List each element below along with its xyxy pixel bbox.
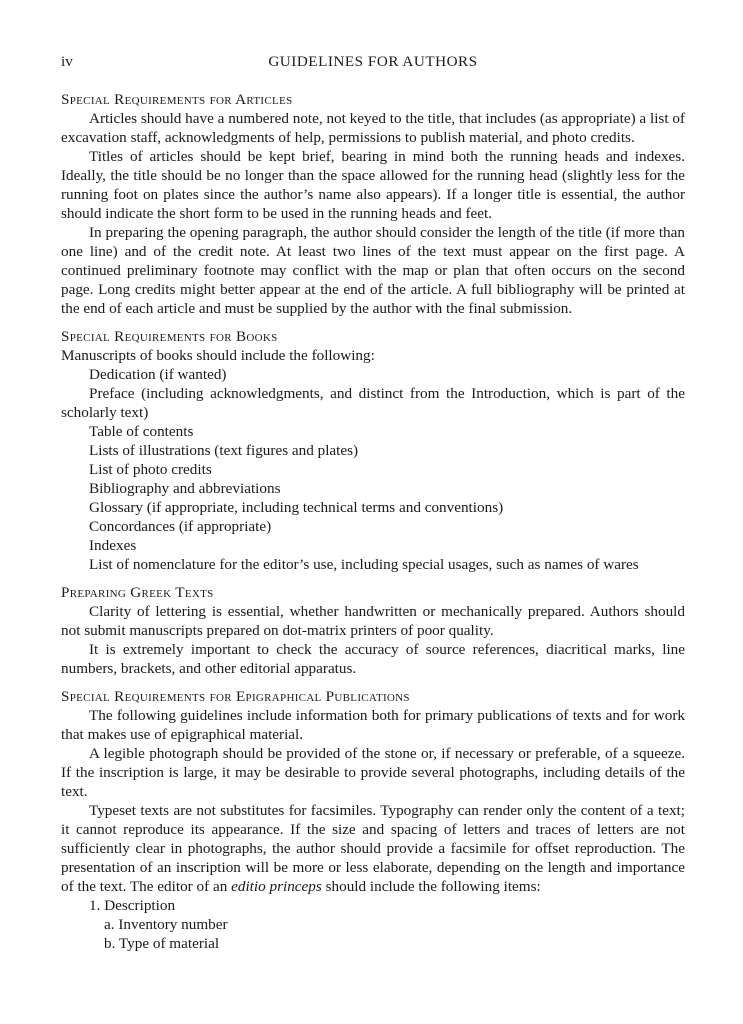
running-head-title: GUIDELINES FOR AUTHORS	[268, 53, 478, 70]
articles-paragraph: In preparing the opening paragraph, the author should consider the length of the title (if more than one line) and of the credit note. At least two lines of the text must appear on the first page. A continued preliminary footnote may conflict with the map or plan that often occurs on the second page. Long credits might better appear at the end of the article. A full bibliography will be printed at the end of each article and must be supplied by the author with the final submission.	[61, 224, 685, 317]
greek-paragraph: It is extremely important to check the accuracy of source references, diacritical marks, line numbers, brackets, and other editorial apparatus.	[61, 641, 685, 677]
epigraphical-text: should include the following items:	[321, 878, 541, 895]
editio-princeps-term: editio princeps	[231, 878, 322, 895]
books-list-item: Glossary (if appropriate, including technical terms and conventions)	[89, 499, 504, 516]
articles-paragraph: Titles of articles should be kept brief, bearing in mind both the running heads and indexes. Ideally, the title should be no longer than the space allowed for the running head (slightly less for the running foot on plates since the author’s name also appears). If a longer title is essential, the author should indicate the short form to be used in the running heads and feet.	[61, 148, 685, 222]
section-articles	[61, 90, 685, 318]
books-list-item: List of photo credits	[89, 461, 212, 478]
section-title-epigraphical: Special Requirements for Epigraphical Publications	[61, 688, 410, 705]
section-epigraphical	[61, 687, 685, 953]
books-list-item: Lists of illustrations (text figures and plates)	[89, 442, 359, 459]
epigraphical-paragraph: The following guidelines include information both for primary publications of texts and for work that makes use of epigraphical material.	[61, 707, 685, 743]
epigraphical-sub-item: b. Type of material	[104, 935, 220, 952]
section-books	[61, 327, 685, 574]
articles-paragraph: Articles should have a numbered note, not keyed to the title, that includes (as appropriate) a list of excavation staff, acknowledgments of help, permissions to publish material, and photo credits.	[61, 110, 685, 146]
document-page	[61, 52, 685, 962]
section-title-greek: Preparing Greek Texts	[61, 584, 214, 601]
epigraphical-text: Typeset texts are not substitutes for facsimiles. Typography can render only the content of a text; it cannot reproduce its appearance. If the size and spacing of letters and traces of letters are not sufficiently clear in photographs, the author should provide a facsimile for offset reproduction. The presentation of an inscription will be more or less elaborate, depending on the length and importance of the text. The editor of an	[61, 802, 685, 895]
epigraphical-paragraph	[61, 801, 685, 896]
epigraphical-paragraph: A legible photograph should be provided of the stone or, if necessary or preferable, of a squeeze. If the inscription is large, it may be desirable to provide several photographs, including details of the text.	[61, 745, 685, 800]
books-intro: Manuscripts of books should include the following:	[61, 347, 375, 364]
epigraphical-list-item: 1. Description	[89, 897, 176, 914]
section-title-articles: Special Requirements for Articles	[61, 91, 293, 108]
books-list-item: Table of contents	[89, 423, 194, 440]
page-number: iv	[61, 53, 73, 70]
section-greek	[61, 583, 685, 678]
epigraphical-sub-item: a. Inventory number	[104, 916, 228, 933]
books-list-item: Bibliography and abbreviations	[89, 480, 281, 497]
section-title-books: Special Requirements for Books	[61, 328, 278, 345]
books-list-item: Preface (including acknowledgments, and distinct from the Introduction, which is part of the scholarly text)	[61, 385, 685, 421]
books-list-item: Dedication (if wanted)	[89, 366, 227, 383]
books-list-item: List of nomenclature for the editor’s use, including special usages, such as names of wares	[89, 556, 639, 573]
greek-paragraph: Clarity of lettering is essential, whether handwritten or mechanically prepared. Authors should not submit manuscripts prepared on dot-matrix printers of poor quality.	[61, 603, 685, 639]
books-list-item: Indexes	[89, 537, 137, 554]
running-head	[61, 52, 685, 72]
books-list-item: Concordances (if appropriate)	[89, 518, 272, 535]
